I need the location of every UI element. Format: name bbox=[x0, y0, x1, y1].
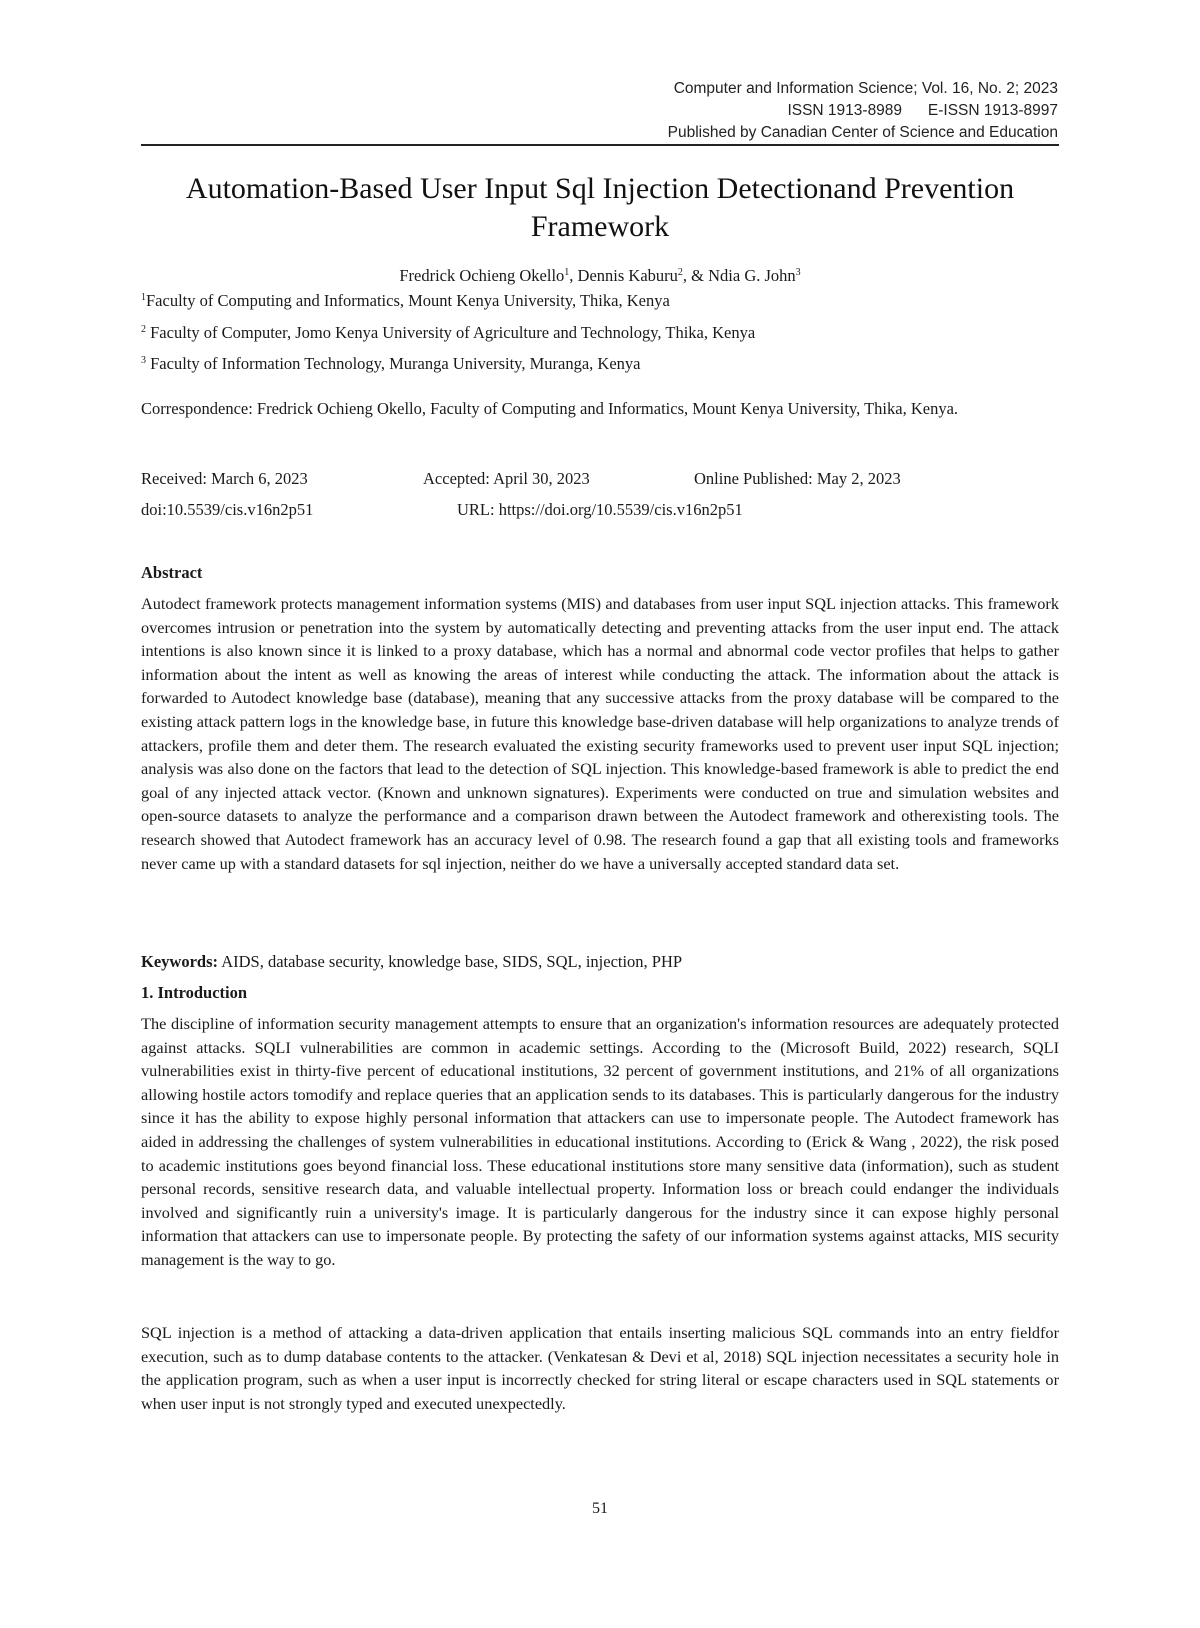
author-1: Fredrick Ochieng Okello bbox=[399, 266, 565, 285]
affiliation-2 bbox=[141, 322, 1059, 344]
published-date: Online Published: May 2, 2023 bbox=[694, 469, 901, 488]
page-number: 51 bbox=[592, 1500, 608, 1517]
header-rule bbox=[141, 144, 1059, 146]
introduction-heading: 1. Introduction bbox=[141, 983, 248, 1002]
author-3-sup: 3 bbox=[795, 267, 801, 278]
keywords-label: Keywords: bbox=[141, 952, 218, 971]
correspondence: Correspondence: Fredrick Ochieng Okello, Faculty of Computing and Informatics, Mount Kenya University, Thika, Kenya. bbox=[141, 399, 959, 418]
author-list bbox=[141, 266, 1059, 286]
accepted-date: Accepted: April 30, 2023 bbox=[423, 469, 590, 488]
journal-citation: Computer and Information Science; Vol. 16, No. 2; 2023 bbox=[673, 80, 1058, 97]
title-line-1: Automation-Based User Input Sql Injection Detectionand Prevention bbox=[185, 172, 1015, 205]
url-link[interactable]: URL: https://doi.org/10.5539/cis.v16n2p51 bbox=[457, 500, 743, 519]
affiliation-3 bbox=[141, 353, 1059, 375]
affiliation-2-text: Faculty of Computer, Jomo Kenya University of Agriculture and Technology, Thika, Kenya bbox=[146, 323, 756, 342]
affiliation-1 bbox=[141, 290, 1059, 312]
keywords-text: AIDS, database security, knowledge base, SIDS, SQL, injection, PHP bbox=[218, 952, 683, 971]
affiliation-3-sup: 3 bbox=[141, 355, 146, 366]
paper-title bbox=[120, 170, 1080, 246]
intro-paragraph-2: SQL injection is a method of attacking a data-driven application that entails inserting malicious SQL commands into an entry fieldfor execution, such as to dump database contents to the attacker. (Venkatesan & Devi et al, 2018) SQL injection necessitates a security hole in the application program, such as when a user input is incorrectly checked for string literal or escape characters used in SQL statements or when user input is not strongly typed and executed unexpectedly. bbox=[141, 1323, 1059, 1413]
journal-header bbox=[668, 78, 1058, 144]
received-date: Received: March 6, 2023 bbox=[141, 469, 308, 488]
author-3: , & Ndia G. John bbox=[682, 266, 796, 285]
author-2: , Dennis Kaburu bbox=[569, 266, 678, 285]
author-1-sup: 1 bbox=[564, 267, 570, 278]
intro-paragraph-1: The discipline of information security management attempts to ensure that an organization's information resources are adequately protected against attacks. SQLI vulnerabilities are common in academic settings. According to the (Microsoft Build, 2022) research, SQLI vulnerabilities exist in thirty-five percent of educational institutions, 32 percent of government institutions, and 21% of all organizations allowing hostile actors tomodify and replace queries that an application sends to its databases. This is particularly dangerous for the industry since it has the ability to expose highly personal information that attackers can use to impersonate people. The Autodect framework has aided in addressing the challenges of system vulnerabilities in educational institutions. According to (Erick & Wang , 2022), the risk posed to academic institutions goes beyond financial loss. These educational institutions store many sensitive data (information), such as student personal records, sensitive research data, and valuable intellectual property. Information loss or breach could endanger the individuals involved and significantly ruin a university's image. It is particularly dangerous for the industry since it can expose highly personal information that attackers can use to impersonate people. By protecting the safety of our information systems against attacks, MIS security management is the way to go. bbox=[141, 1014, 1059, 1269]
affiliation-1-sup: 1 bbox=[141, 292, 146, 303]
affiliation-1-text: Faculty of Computing and Informatics, Mount Kenya University, Thika, Kenya bbox=[146, 291, 670, 310]
affiliation-2-sup: 2 bbox=[141, 324, 146, 335]
author-2-sup: 2 bbox=[677, 267, 683, 278]
abstract-heading: Abstract bbox=[141, 563, 203, 582]
title-line-2: Framework bbox=[530, 210, 670, 243]
abstract-text: Autodect framework protects management information systems (MIS) and databases from user input SQL injection attacks. This framework overcomes intrusion or penetration into the system by automatically detecting and preventing attacks from the user input end. The attack intentions is also known since it is linked to a proxy database, which has a normal and abnormal code vector profiles that helps to gather information about the intent as well as knowing the areas of interest while conducting the attack. The information about the attack is forwarded to Autodect knowledge base (database), meaning that any successive attacks from the proxy database will be compared to the existing attack pattern logs in the knowledge base, in future this knowledge base-driven database will help organizations to analyze trends of attackers, profile them and deter them. The research evaluated the existing security frameworks used to prevent user input SQL injection; analysis was also done on the factors that lead to the detection of SQL injection. This knowledge-based framework is able to predict the end goal of any injected attack vector. (Known and unknown signatures). Experiments were conducted on true and simulation websites and open-source datasets to analyze the performance and a comparison drawn between the Autodect framework and otherexisting tools. The research showed that Autodect framework has an accuracy level of 0.98. The research found a gap that all existing tools and frameworks never came up with a standard datasets for sql injection, neither do we have a universally accepted standard data set. bbox=[141, 594, 1059, 873]
journal-publisher: Published by Canadian Center of Science and Education bbox=[667, 124, 1058, 141]
keywords bbox=[141, 952, 1059, 972]
doi: doi:10.5539/cis.v16n2p51 bbox=[141, 500, 314, 519]
journal-issn: ISSN 1913-8989 E-ISSN 1913-8997 bbox=[787, 102, 1058, 119]
affiliation-3-text: Faculty of Information Technology, Muranga University, Muranga, Kenya bbox=[146, 354, 641, 373]
